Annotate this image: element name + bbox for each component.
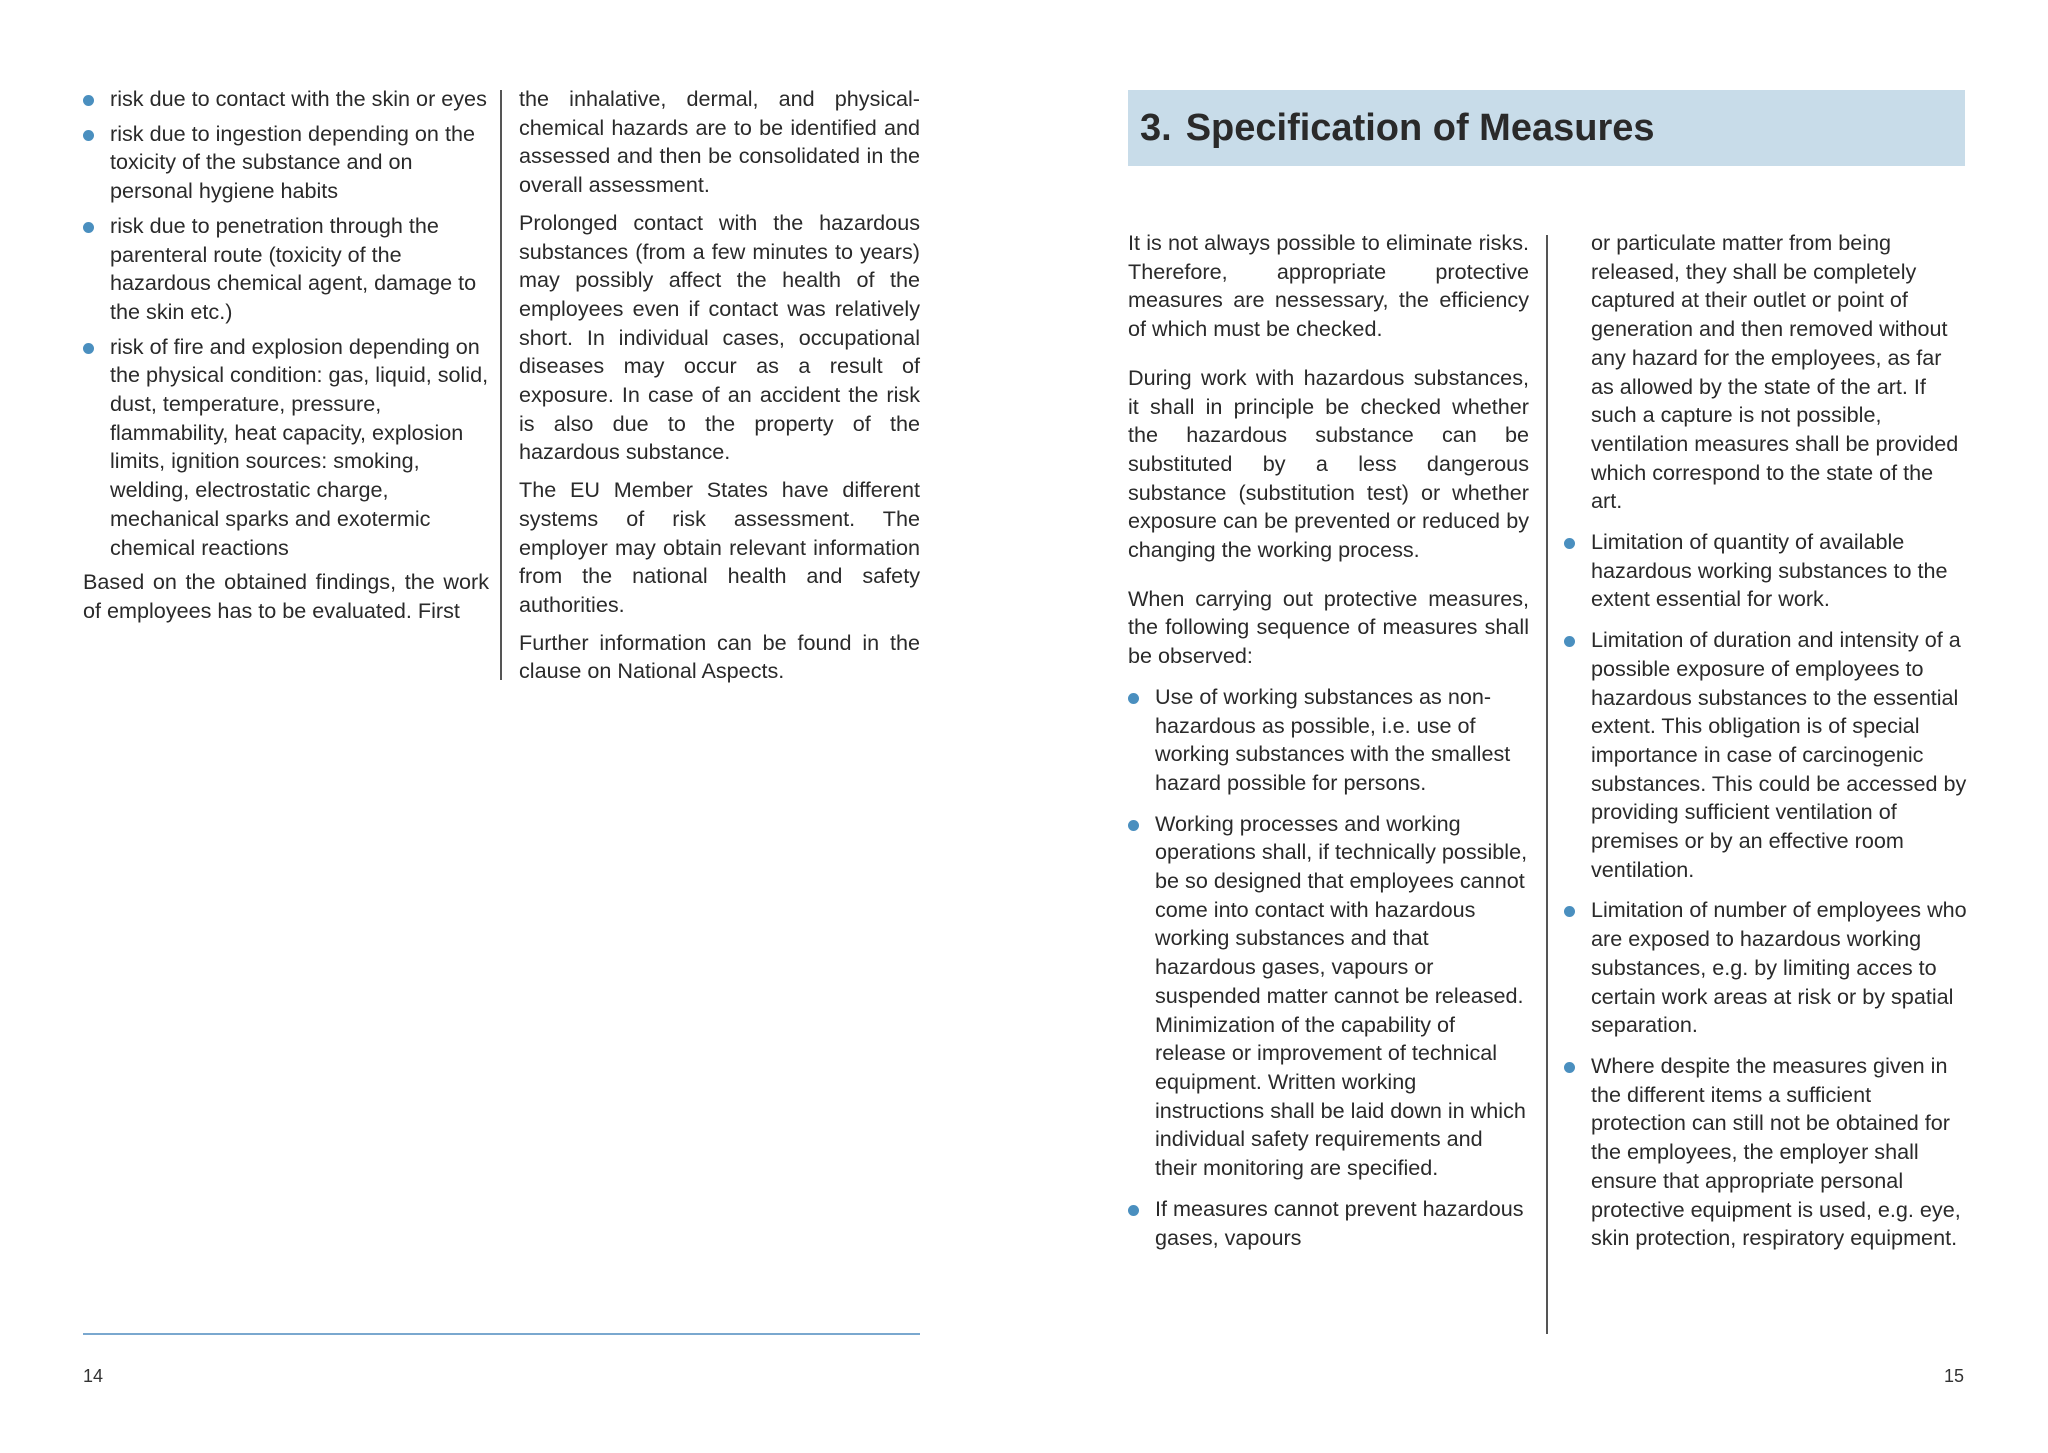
bullet-icon [83, 222, 94, 233]
bullet-icon [1128, 1205, 1139, 1216]
paragraph: When carrying out protective measures, the following sequence of measures shall be observed: [1128, 585, 1529, 669]
bullet-icon [1564, 906, 1575, 917]
section-number: 3. [1140, 106, 1172, 149]
list-item: Where despite the measures given in the different items a sufficient protection can still not be obtained for the employees, the employer shall ensure that appropriate personal protective equipment is used, e.g. eye, skin protection, respiratory equipment. [1564, 1052, 1969, 1253]
continuation-paragraph: or particulate matter from being released, they shall be completely captured at their outlet or point of generation and then removed without any hazard for the employees, as far as allowed by the state of the art. If such a capture is not possible, ventilation measures shall be provided which correspond to the state of the art. [1591, 230, 1959, 514]
list-item: Limitation of number of employees who are exposed to hazardous working substances, e.g. by limiting acces to certain work areas at risk or by spatial separation. [1564, 896, 1969, 1040]
list-item: If measures cannot prevent hazardous gases, vapours [1128, 1195, 1529, 1252]
column-divider [500, 90, 502, 680]
list-item: Limitation of quantity of available hazardous working substances to the extent essential for work. [1564, 528, 1969, 614]
limitation-list [1564, 528, 1969, 1253]
page-number-right: 15 [1944, 1366, 1965, 1386]
bullet-icon [1564, 1062, 1575, 1073]
left-column-1 [83, 85, 489, 635]
paragraph: Prolonged contact with the hazardous substances (from a few minutes to years) may possibly affect the health of the employees even if contact was relatively short. In individual cases, occupational diseases may occur as a result of exposure. In case of an accident the risk is also due to the property of the hazardous substance. [519, 209, 920, 465]
bullet-icon [83, 95, 94, 106]
list-item: Working processes and working operations shall, if technically possible, be so designed that employees cannot come into contact with hazardous working substances and that hazardous gases, vapours or suspended matter cannot be released. Minimization of the capability of release or improvement of technical equipment. Written working instructions shall be laid down in which individual safety requirements and their monitoring are specified. [1128, 810, 1529, 1183]
bullet-icon [1128, 820, 1139, 831]
footer-rule [83, 1333, 920, 1335]
list-item: Limitation of duration and intensity of a possible exposure of employees to hazardous substances to the essential extent. This obligation is of special importance in case of carcinogenic substances. This could be accessed by providing sufficient ventilation of premises or by an effective room ventilation. [1564, 626, 1969, 884]
section-title: Specification of Measures [1185, 106, 1655, 149]
paragraph: During work with hazardous substances, it shall in principle be checked whether the hazardous substance can be substituted by a less dangerous substance (substitution test) or whether exposure can be prevented or reduced by changing the working process. [1128, 364, 1529, 563]
right-column-2 [1564, 229, 1969, 1259]
bullet-icon [1564, 538, 1575, 549]
section-heading [1128, 90, 1965, 166]
right-column-1 [1128, 229, 1529, 1258]
paragraph: the inhalative, dermal, and physical-chemical hazards are to be identified and assessed and then be consolidated in the overall assessment. [519, 86, 920, 198]
risk-list [83, 85, 489, 562]
bullet-icon [83, 130, 94, 141]
paragraph: Further information can be found in the clause on National Aspects. [519, 629, 920, 684]
bullet-icon [83, 343, 94, 354]
list-item: risk due to ingestion depending on the toxicity of the substance and on personal hygiene habits [83, 120, 489, 206]
paragraph: It is not always possible to eliminate risks. Therefore, appropriate protective measures are nessessary, the efficiency of which must be checked. [1128, 230, 1529, 342]
measures-list [1128, 683, 1529, 1252]
bullet-icon [1128, 693, 1139, 704]
column-divider [1546, 235, 1548, 1334]
list-item: Use of working substances as non-hazardous as possible, i.e. use of working substances with the smallest hazard possible for persons. [1128, 683, 1529, 798]
page-number-left: 14 [83, 1366, 104, 1386]
bullet-icon [1564, 636, 1575, 647]
list-item: risk due to contact with the skin or eyes [83, 85, 489, 114]
closing-paragraph: Based on the obtained findings, the work of employees has to be evaluated. First [83, 569, 489, 623]
list-item: risk of fire and explosion depending on the physical condition: gas, liquid, solid, dust, temperature, pressure, flammability, heat capacity, explosion limits, ignition sources: smoking, welding, electrostatic charge, mechanical sparks and exotermic chemical reactions [83, 333, 489, 563]
left-column-2 [519, 85, 920, 695]
list-item: risk due to penetration through the parenteral route (toxicity of the hazardous chemical agent, damage to the skin etc.) [83, 212, 489, 327]
paragraph: The EU Member States have different systems of risk assessment. The employer may obtain relevant information from the national health and safety authorities. [519, 477, 920, 617]
